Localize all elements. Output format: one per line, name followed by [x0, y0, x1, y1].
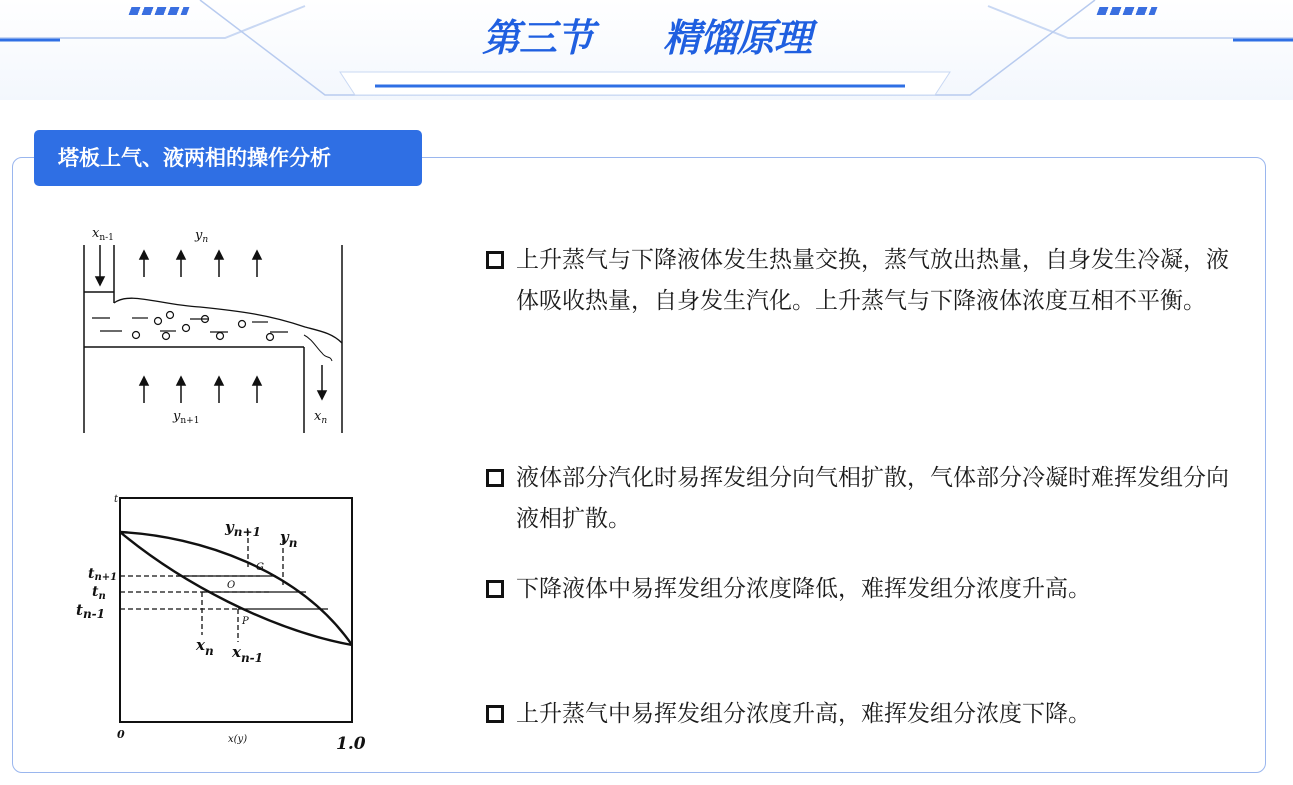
label-x-in: x [92, 226, 100, 241]
origin-label: 0 [117, 728, 125, 741]
y-n-label: y [280, 528, 289, 546]
t-n-plus-1-label: t [88, 566, 95, 582]
page-title [0, 10, 1293, 66]
square-bullet-icon [486, 469, 504, 487]
paragraph-mass-transfer [484, 458, 1244, 540]
x-n-minus-1-label: x [232, 643, 241, 661]
x-n-label: x [196, 636, 205, 654]
y-n-plus-1-sub: n+1 [233, 525, 261, 539]
section-tab: 塔板上气、液两相的操作分析 [34, 130, 422, 186]
point-p-label: P [242, 616, 249, 627]
label-y-top-sub: n [202, 235, 209, 245]
label-x-out: x [314, 409, 322, 424]
paragraph-vapor-concentration [484, 694, 1244, 735]
svg-text:yn [194, 228, 208, 245]
label-y-bottom-sub: n+1 [180, 416, 200, 426]
t-n-sub: n [98, 591, 106, 602]
svg-text:xn [195, 636, 214, 658]
paragraph-heat-exchange [484, 240, 1244, 322]
point-g-label: G [256, 562, 264, 573]
svg-text:tn [92, 584, 106, 602]
t-n-label: t [92, 584, 99, 600]
svg-text:xn [314, 409, 327, 426]
svg-text:tn-1 [76, 601, 105, 621]
paragraph-text: 液体部分汽化时易挥发组分向气相扩散，气体部分冷凝时难挥发组分向液相扩散。 [516, 465, 1229, 532]
square-bullet-icon [486, 251, 504, 269]
svg-text:xn-1 [92, 226, 114, 243]
label-y-bottom: y [173, 409, 181, 424]
paragraph-text: 上升蒸气与下降液体发生热量交换，蒸气放出热量，自身发生冷凝，液体吸收热量，自身发生汽化。上升蒸气与下降液体浓度互相不平衡。 [516, 247, 1229, 314]
tray-figure [70, 215, 370, 440]
page-title-part1: 第三节 [481, 16, 593, 60]
x-n-sub: n [204, 644, 214, 658]
paragraph-liquid-concentration [484, 569, 1244, 610]
y-n-plus-1-label: y [225, 518, 234, 536]
y-axis-label: t [114, 494, 119, 505]
t-n-minus-1-label: t [76, 601, 83, 619]
x-axis-label: x(y) [228, 734, 248, 745]
x-end-label: 1.0 [336, 734, 366, 754]
txy-diagram [70, 490, 380, 760]
svg-text:xn-1 [231, 643, 263, 665]
svg-text:yn+1 [172, 409, 199, 426]
square-bullet-icon [486, 580, 504, 598]
label-x-out-sub: n [321, 416, 328, 426]
x-n-minus-1-sub: n-1 [240, 651, 264, 665]
label-x-in-sub: n-1 [99, 233, 114, 243]
svg-text:yn+1 [224, 518, 261, 539]
label-y-top: y [195, 228, 203, 243]
square-bullet-icon [486, 705, 504, 723]
point-o-label: O [227, 580, 236, 591]
svg-text:tn+1 [88, 566, 117, 583]
paragraph-text: 上升蒸气中易挥发组分浓度升高，难挥发组分浓度下降。 [516, 701, 1091, 727]
svg-text:yn [279, 528, 297, 550]
page-title-part2: 精馏原理 [663, 16, 812, 60]
paragraph-text: 下降液体中易挥发组分浓度降低，难挥发组分浓度升高。 [516, 576, 1091, 602]
t-n-plus-1-sub: n+1 [94, 572, 118, 583]
t-n-minus-1-sub: n-1 [82, 607, 105, 621]
y-n-sub: n [288, 536, 298, 550]
